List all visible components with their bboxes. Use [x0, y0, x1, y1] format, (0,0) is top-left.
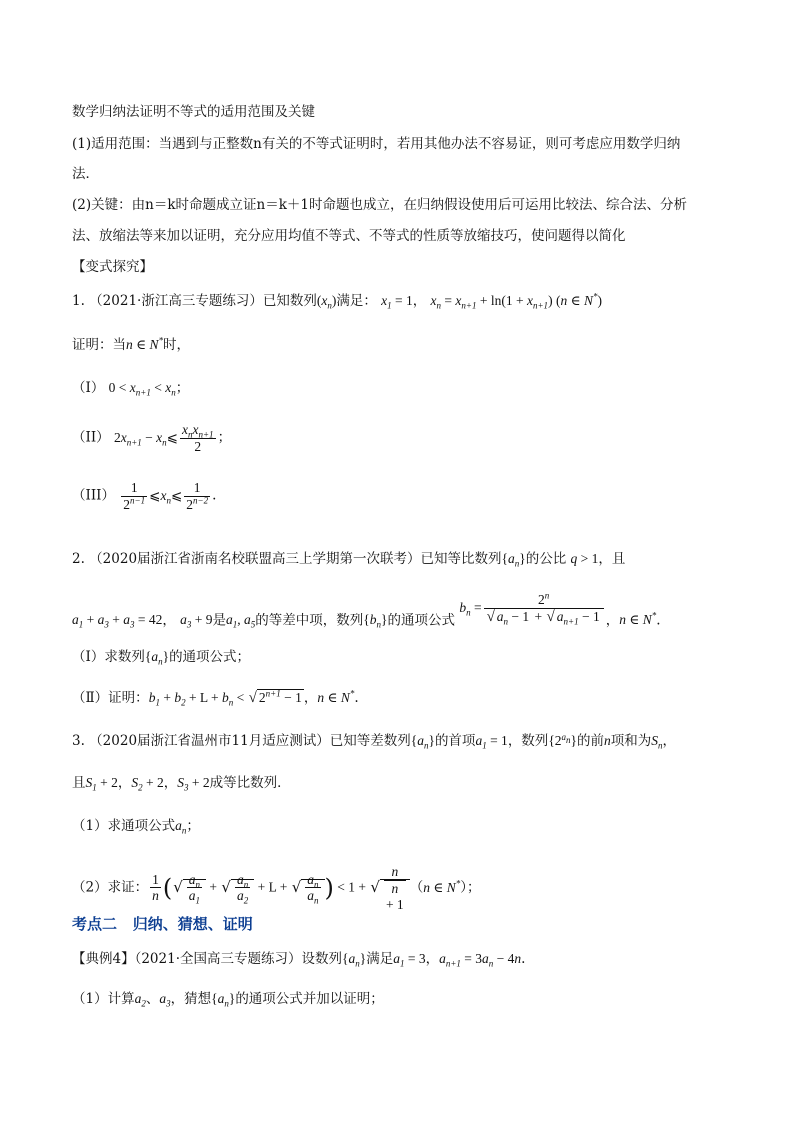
intro-p2b: 法、放缩法等来加以证明，充分应用均值不等式、不等式的性质等放缩技巧，使问题得以简化	[72, 228, 626, 244]
q3-part-1: （1）求通项公式$a_n$；	[72, 818, 200, 836]
q2-condition: $a_1 + a_3 + a_3 = 42$， $a_3 + 9$是$a_1$, $a_5$的等差中项，数列$\{b_n\}$的通项公式 $b_n$ = $\frac{2^n}{√ a_n - 1 + √ a_{n+1} - 1}$ ，n ∈ N*.	[72, 590, 661, 631]
section-label: 【变式探究】	[72, 259, 153, 275]
ex4-part-1: （1）计算$a_2$、$a_3$，猜想$\{a_n\}$的通项公式并加以证明；	[72, 991, 384, 1009]
q1-part-iii: （III） $\frac{1}{2^{n-1}}$ $⩽x_n⩽$ $\frac{1}{2^{n-2}}$ .	[72, 480, 217, 512]
q2-part-2: （Ⅱ）证明：$b_1 + b_2 + L + b_n$ < √ $2^{n+1} - 1$ ，n ∈ N*.	[72, 688, 359, 708]
kaodian-heading: 考点二 归纳、猜想、证明	[72, 915, 253, 933]
q3-condition: 且$S_1 + 2$，$S_2 + 2$，$S_3 + 2$成等比数列．	[72, 775, 291, 793]
q3-statement: 3. （2020届浙江省温州市11月适应测试）已知等差数列$\{a_n\}$的首项$a_1 = 1$，数列$\{2^{a_n}\}$的前n项和为$S_n$，	[72, 731, 677, 751]
intro-p2a: (2)关键：由n＝k时命题成立证n＝k＋1时命题也成立，在归纳假设使用后可运用比较法、综合法、分析	[72, 197, 687, 213]
intro-p1a: (1)适用范围：当遇到与正整数n有关的不等式证明时，若用其他办法不容易证，则可考虑应用数学归纳	[72, 136, 681, 152]
q2-statement: 2. （2020届浙江省浙南名校联盟高三上学期第一次联考）已知等比数列$\{a_n\}$的公比 q > 1，且	[72, 551, 626, 569]
q2-part-1: （Ⅰ）求数列$\{a_n\}$的通项公式；	[72, 649, 251, 667]
intro-title: 数学归纳法证明不等式的适用范围及关键	[72, 104, 315, 120]
q1-part-ii: （II） $2x_{n+1}$ − $x_n⩽$ $\frac{x_nx_{n+1}}{2}$ ；	[72, 422, 232, 454]
ex4-statement: 【典例4】（2021·全国高三专题练习）设数列$\{a_n\}$满足$a_1 = 3$，$a_{n+1} = 3a_n - 4n$.	[72, 951, 526, 969]
q1-proof-lead: 证明：当n ∈ N*时，	[72, 335, 191, 353]
q3-part-2: （2）求证： 1 n (√ $a_n$ $a_1$ + √ $a_n$ $a_2 + L$ + √ $a_n$ $a_n$ ) < 1 + √ n n + 1 （n ∈ N*）；	[72, 864, 481, 912]
q1-part-i: （I） $0 < x_{n+1} < x_n$；	[72, 380, 190, 398]
q1-statement: 1. （2021·浙江高三专题练习）已知数列$(x_n)$满足： $x_1 = 1$， $x_n = x_{n+1} + \ln(1 + x_{n+1})$ (n ∈ N*)	[72, 291, 602, 311]
intro-p1b: 法．	[72, 166, 99, 182]
